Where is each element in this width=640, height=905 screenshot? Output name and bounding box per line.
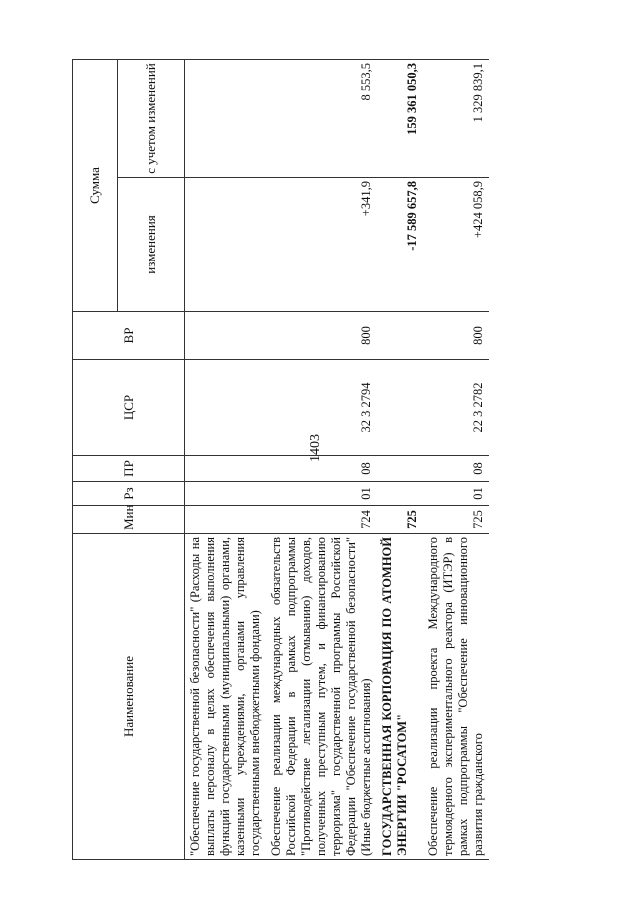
row-pr — [185, 456, 267, 482]
row-min — [185, 506, 267, 534]
rotated-table-container — [72, 60, 532, 860]
row-with-change — [185, 60, 267, 178]
col-min-header: Мин — [73, 506, 185, 534]
row-with-change: 159 361 050,3 — [377, 60, 423, 178]
row-rz: 01 — [423, 482, 489, 506]
col-vr-header: ВР — [73, 312, 185, 360]
row-vr — [377, 312, 423, 360]
row-rz — [377, 482, 423, 506]
row-csr — [185, 360, 267, 456]
table-row — [185, 60, 267, 860]
row-min: 725 — [377, 506, 423, 534]
row-change: +341,9 — [266, 178, 377, 312]
row-change — [185, 178, 267, 312]
row-csr — [377, 360, 423, 456]
col-change-header: изменения — [118, 178, 185, 312]
row-pr: 08 — [266, 456, 377, 482]
col-rz-header: Рз — [73, 482, 185, 506]
row-name: Обеспечение реализации проекта Международного термоядерного экспериментального реактора (ИТЭР) в рамках подпрограммы "Обеспечение инновационного развития гражданского — [423, 534, 489, 860]
col-name-header: Наименование — [73, 534, 185, 860]
row-rz: 01 — [266, 482, 377, 506]
col-pr-header: ПР — [73, 456, 185, 482]
row-csr: 22 3 2782 — [423, 360, 489, 456]
table-row — [266, 60, 377, 860]
table-row — [377, 60, 423, 860]
row-pr — [377, 456, 423, 482]
budget-table — [72, 59, 489, 860]
row-min: 725 — [423, 506, 489, 534]
col-csr-header: ЦСР — [73, 360, 185, 456]
table-row — [423, 60, 489, 860]
row-change: -17 589 657,8 — [377, 178, 423, 312]
row-pr: 08 — [423, 456, 489, 482]
row-name: "Обеспечение государственной безопасности" (Расходы на выплаты персоналу в целях обеспечения выполнения функций государственными (муниципальными) органами, казенными учреждениями, органами управления государственными внебюджетными фондами) — [185, 534, 267, 860]
row-with-change: 1 329 839,1 — [423, 60, 489, 178]
row-change: +424 058,9 — [423, 178, 489, 312]
row-vr: 800 — [266, 312, 377, 360]
col-with-change-header: с учетом изменений — [118, 60, 185, 178]
row-vr: 800 — [423, 312, 489, 360]
col-sum-header: Сумма — [73, 60, 118, 312]
row-name: Обеспечение реализации международных обязательств Российской Федерации в рамках подпрограммы "Противодействие легализации (отмыванию) доходов, полученных преступным путем, и финансированию терроризма" государственной программы Российской Федерации "Обеспечение государственной безопасности" (Иные бюджетные ассигнования) — [266, 534, 377, 860]
row-rz — [185, 482, 267, 506]
row-csr: 32 3 2794 — [266, 360, 377, 456]
table-body — [185, 60, 490, 860]
row-vr — [185, 312, 267, 360]
page-number: 1403 — [308, 434, 323, 462]
row-min: 724 — [266, 506, 377, 534]
row-name: ГОСУДАРСТВЕННАЯ КОРПОРАЦИЯ ПО АТОМНОЙ ЭНЕРГИИ "РОСАТОМ" — [377, 534, 423, 860]
table-header — [73, 60, 185, 860]
row-with-change: 8 553,5 — [266, 60, 377, 178]
